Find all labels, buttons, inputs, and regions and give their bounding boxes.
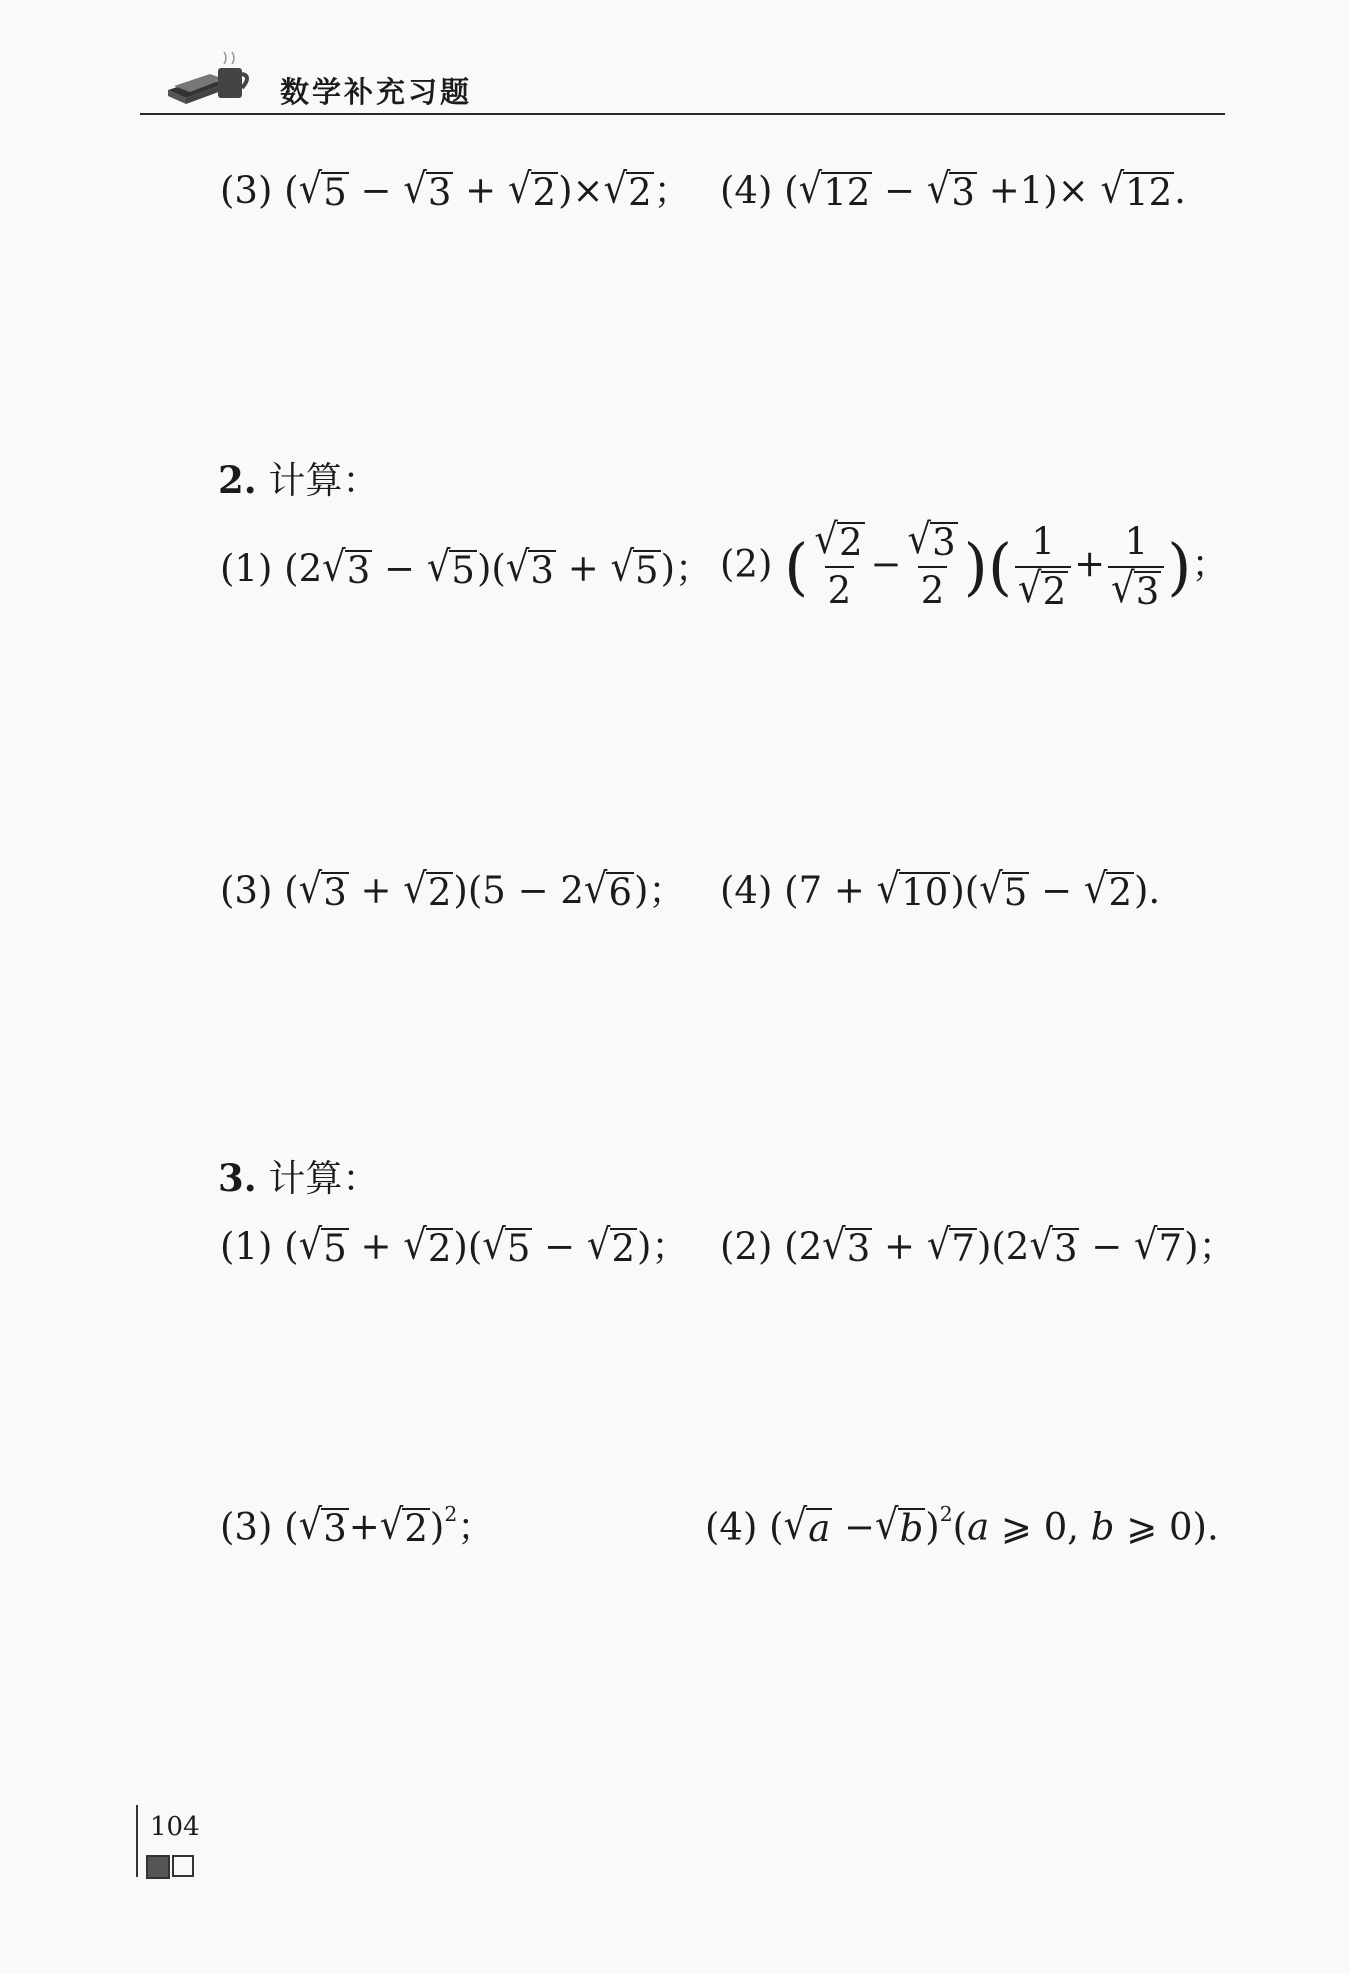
close-times: )× <box>558 169 604 212</box>
question-title: 计算： <box>268 1157 380 1200</box>
q3-heading <box>218 1148 379 1202</box>
q1-part3: (3) ( √ 5 − √ 3 + √ 2 )× √ 2 ； <box>220 164 691 214</box>
page-header <box>140 28 1225 118</box>
book-title: 数学补充习题 <box>280 75 473 109</box>
q3-part1: (1) ( √ 5 + √ 2 )( √ 5 − √ 2 )； <box>220 1220 689 1270</box>
empty-square-icon <box>172 1855 194 1877</box>
q2-part3: (3) ( √ 3 + √ 2 )(5 − 2 √ 6 )； <box>220 864 686 914</box>
filled-square-icon <box>146 1855 170 1879</box>
q2-part4: (4) (7 + √ 10 )( √ 5 − √ 2 ). <box>720 864 1161 914</box>
q3-part2: (2) (2 √ 3 + √ 7 )(2 √ 3 − √ 7 )； <box>720 1220 1236 1270</box>
page-number: 104 <box>150 1812 200 1842</box>
part-label: (4) <box>720 169 773 212</box>
page-number-bar <box>136 1805 138 1877</box>
q2-heading <box>218 450 379 504</box>
q2-part2: (2) ( √ 2 2 − √ 3 2 )( 1 √ 2 + 1 √ 3 )； <box>720 514 1229 613</box>
plus-one-times: +1)× <box>988 169 1089 212</box>
question-title: 计算： <box>268 459 380 502</box>
part-label: (3) <box>220 169 273 212</box>
header-rule <box>140 113 1225 115</box>
question-number: 3. <box>218 1156 257 1200</box>
question-number: 2. <box>218 458 257 502</box>
q2-part1: (1) (2 √ 3 − √ 5 )( √ 3 + √ 5 )； <box>220 542 713 592</box>
books-and-cup-logo <box>166 50 256 108</box>
q3-part4: (4) ( √ a − √ b )$^2$(a ⩾ 0, b ⩾ 0). <box>705 1500 1219 1551</box>
q1-part4: (4) ( √ 12 − √ 3 +1)× √ 12 . <box>720 164 1186 214</box>
q3-part3: (3) ( √ 3 + √ 2 )$^2$； <box>220 1500 495 1551</box>
